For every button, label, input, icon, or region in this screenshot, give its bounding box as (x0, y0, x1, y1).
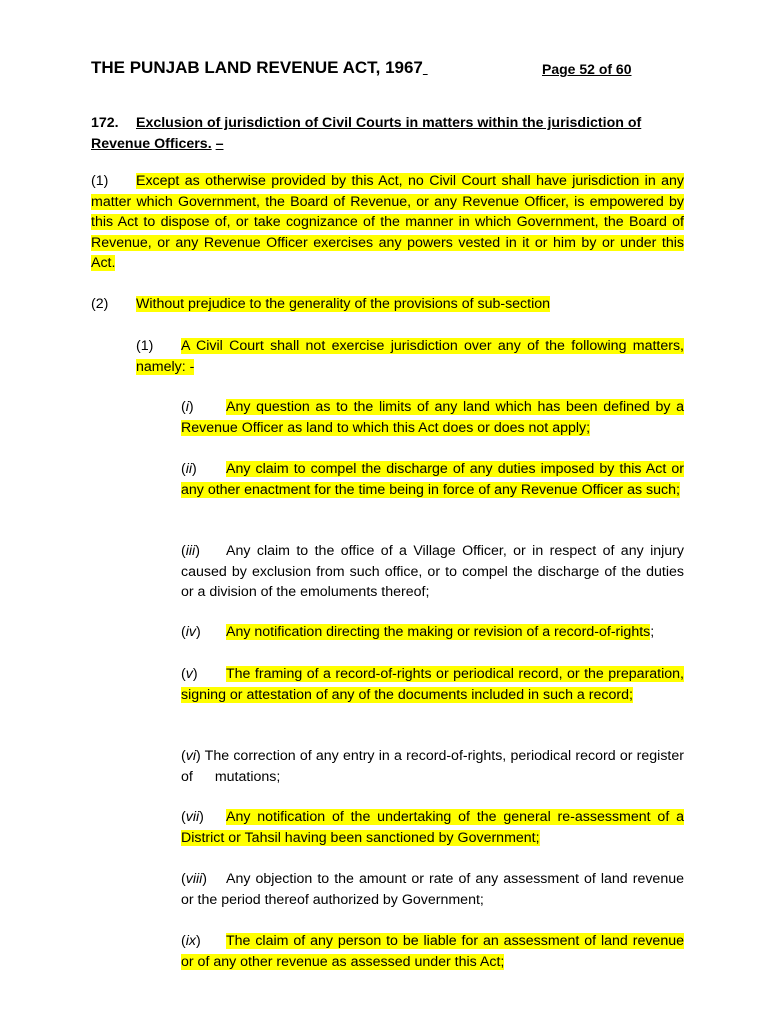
item-numeral: iii (185, 543, 196, 559)
list-item: (ii) Any claim to compel the discharge of any duties imposed by this Act or any other enactment for the time being in force of any Revenue Officer as such; (181, 461, 684, 498)
item-text: The claim of any person to be liable for an assessment of land revenue or of any other revenue as assessed under this Act; (181, 933, 684, 970)
clause-label: (1) (136, 338, 154, 354)
item-text: Any notification directing the making or revision of a record-of-rights (226, 624, 651, 640)
clause-text: A Civil Court shall not exercise jurisdiction over any of the following matters, namely: - (136, 338, 684, 375)
item-numeral: v (185, 666, 193, 682)
item-numeral: i (185, 399, 189, 415)
list-item: (i) Any question as to the limits of any land which has been defined by a Revenue Officer as land to which this Act does or does not apply; (181, 399, 684, 436)
section-title-dash: – (215, 136, 224, 152)
subsection-2 (91, 294, 684, 315)
item-numeral: vii (185, 809, 200, 825)
list-item: (viii) Any objection to the amount or rate of any assessment of land revenue or the period thereof authorized by Government; (181, 871, 684, 908)
item-text: Any notification of the undertaking of the general re-assessment of a District or Tahsil having been sanctioned by Government; (181, 809, 684, 846)
act-title: THE PUNJAB LAND REVENUE ACT, 1967 (91, 58, 428, 78)
list-item: (v) The framing of a record-of-rights or periodical record, or the preparation, signing or attestation of any of the documents included in such a record; (181, 666, 684, 703)
list-item: (vi) The correction of any entry in a record-of-rights, periodical record or register of mutations; (181, 748, 684, 785)
page-number: Page 52 of 60 (542, 61, 632, 77)
item-tail: mutations; (214, 768, 281, 785)
item-numeral: ii (185, 461, 193, 477)
list-item: (iv) Any notification directing the making or revision of a record-of-rights; (181, 624, 655, 640)
subsection-1 (91, 171, 684, 274)
subsection-text: Except as otherwise provided by this Act, no Civil Court shall have jurisdiction in any matter which Government, the Board of Revenue, or any Revenue Officer, is empowered by this Act to dispose of, or take cognizance of the manner in which Government, the Board of Revenue, or any Revenue Officer exercises any powers vested in it or him by or under this Act. (91, 173, 684, 272)
act-title-trailing (423, 58, 428, 77)
list-item: (ix) The claim of any person to be liable for an assessment of land revenue or of any other revenue as assessed under this Act; (181, 933, 684, 970)
item-numeral: vi (185, 748, 196, 764)
item-text: Any objection to the amount or rate of any assessment of land revenue or the period thereof authorized by Government; (181, 871, 684, 908)
clause-1 (136, 336, 684, 377)
subsection-label: (1) (91, 173, 109, 189)
section-number: 172. (91, 115, 119, 131)
item-text: Any claim to the office of a Village Officer, or in respect of any injury caused by exclusion from such office, or to compel the discharge of the duties or a division of the emoluments thereof; (181, 543, 684, 601)
item-tail: ; (650, 624, 655, 640)
item-numeral: viii (185, 871, 203, 887)
item-numeral: iv (185, 624, 196, 640)
item-text: Any question as to the limits of any land which has been defined by a Revenue Officer as land to which this Act does or does not apply; (181, 399, 684, 436)
subsection-label: (2) (91, 296, 109, 312)
subsection-text: Without prejudice to the generality of the provisions of sub-section (136, 296, 551, 312)
section-heading (91, 113, 691, 155)
item-numeral: ix (185, 933, 196, 949)
list-item: (iii) Any claim to the office of a Village Officer, or in respect of any injury caused by exclusion from such office, or to compel the discharge of the duties or a division of the emoluments thereof; (181, 543, 684, 601)
section-title: Exclusion of jurisdiction of Civil Courts in matters within the jurisdiction of Revenue Officers. (91, 115, 642, 152)
item-text: The framing of a record-of-rights or periodical record, or the preparation, signing or attestation of any of the documents included in such a record; (181, 666, 684, 703)
item-text: Any claim to compel the discharge of any duties imposed by this Act or any other enactment for the time being in force of any Revenue Officer as such; (181, 461, 684, 498)
list-item: (vii) Any notification of the undertaking of the general re-assessment of a District or Tahsil having been sanctioned by Government; (181, 809, 684, 846)
item-text: The correction of any entry in a record-of-rights, periodical record or register of (181, 748, 684, 785)
